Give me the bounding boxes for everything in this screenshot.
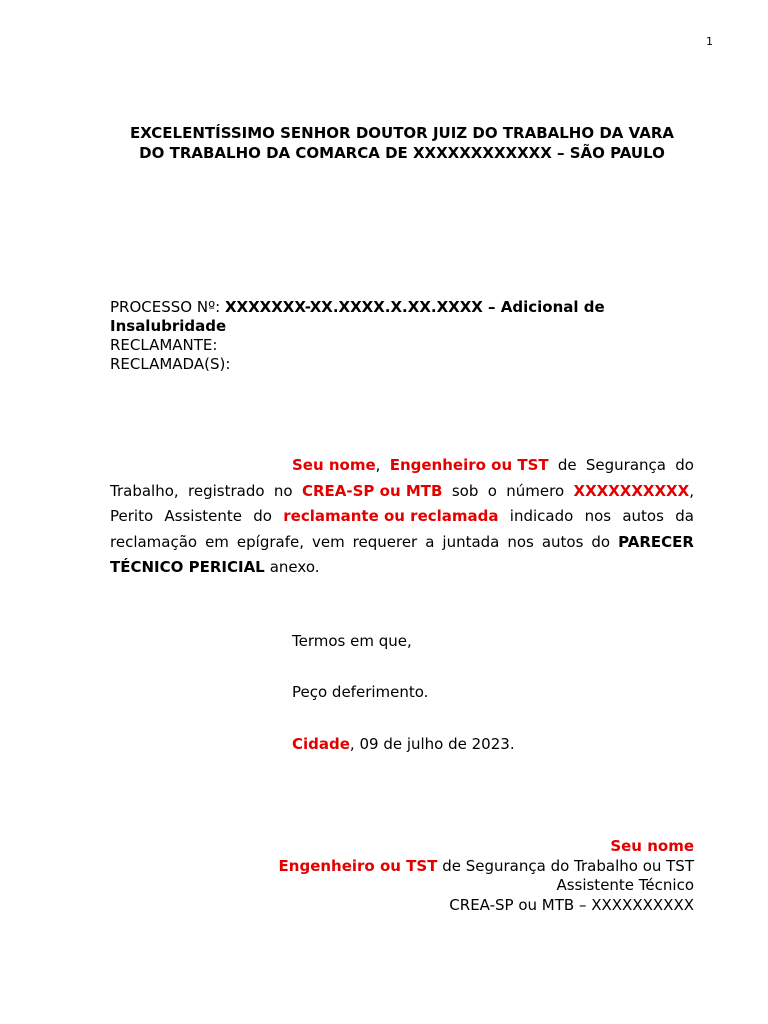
- signature-role-rest: de Segurança do Trabalho ou TST: [437, 856, 694, 875]
- paragraph-line-3: Perito Assistente do reclamante ou reclamada indicado nos autos da: [110, 504, 694, 530]
- page-number: 1: [706, 35, 713, 48]
- signature-role-highlight: Engenheiro ou TST: [278, 856, 438, 875]
- closing-date: , 09 de julho de 2023.: [349, 735, 515, 753]
- paragraph-line-2: Trabalho, registrado no CREA-SP ou MTB sob o número XXXXXXXXXX,: [110, 479, 694, 505]
- process-number-subject: XXXXXXX-XX.XXXX.X.XX.XXXX – Adicional de: [224, 298, 605, 316]
- placeholder-city: Cidade: [292, 735, 350, 753]
- closing-request: Peço deferimento.: [292, 683, 429, 701]
- process-subject-continued: Insalubridade: [110, 317, 227, 335]
- placeholder-party: reclamante ou reclamada: [283, 507, 499, 525]
- reclamante-label: RECLAMANTE:: [110, 336, 218, 354]
- heading-line-2: DO TRABALHO DA COMARCA DE XXXXXXXXXXXX – SÃO PAULO: [139, 144, 665, 162]
- placeholder-name: Seu nome: [292, 456, 376, 474]
- placeholder-registry: CREA-SP ou MTB: [301, 481, 443, 500]
- process-info: [110, 298, 694, 374]
- closing-city-date: [292, 735, 515, 753]
- process-number-line: [110, 298, 694, 317]
- reclamada-label: RECLAMADA(S):: [110, 355, 231, 373]
- signature-block: [110, 837, 694, 915]
- signature-name: Seu nome: [610, 837, 694, 855]
- heading-line-1: EXCELENTÍSSIMO SENHOR DOUTOR JUIZ DO TRABALHO DA VARA: [130, 124, 674, 142]
- signature-role: [110, 857, 694, 877]
- paragraph-line-1: Seu nome, Engenheiro ou TST de Segurança do: [110, 453, 694, 479]
- placeholder-number: XXXXXXXXXX: [573, 481, 690, 500]
- parecer-word: PARECER: [618, 532, 694, 551]
- closing-terms: Termos em que,: [292, 632, 412, 650]
- paragraph-line-5: TÉCNICO PERICIAL anexo.: [110, 555, 694, 581]
- document-heading: [110, 123, 694, 163]
- signature-title: Assistente Técnico: [556, 876, 694, 894]
- placeholder-role: Engenheiro ou TST: [389, 456, 549, 474]
- paragraph-line-4: reclamação em epígrafe, vem requerer a juntada nos autos do PARECER: [110, 530, 694, 556]
- process-label: PROCESSO Nº:: [110, 298, 225, 316]
- tecnico-pericial-words: TÉCNICO PERICIAL: [110, 558, 265, 576]
- main-paragraph: [110, 453, 694, 581]
- signature-registry: CREA-SP ou MTB – XXXXXXXXXX: [449, 895, 694, 914]
